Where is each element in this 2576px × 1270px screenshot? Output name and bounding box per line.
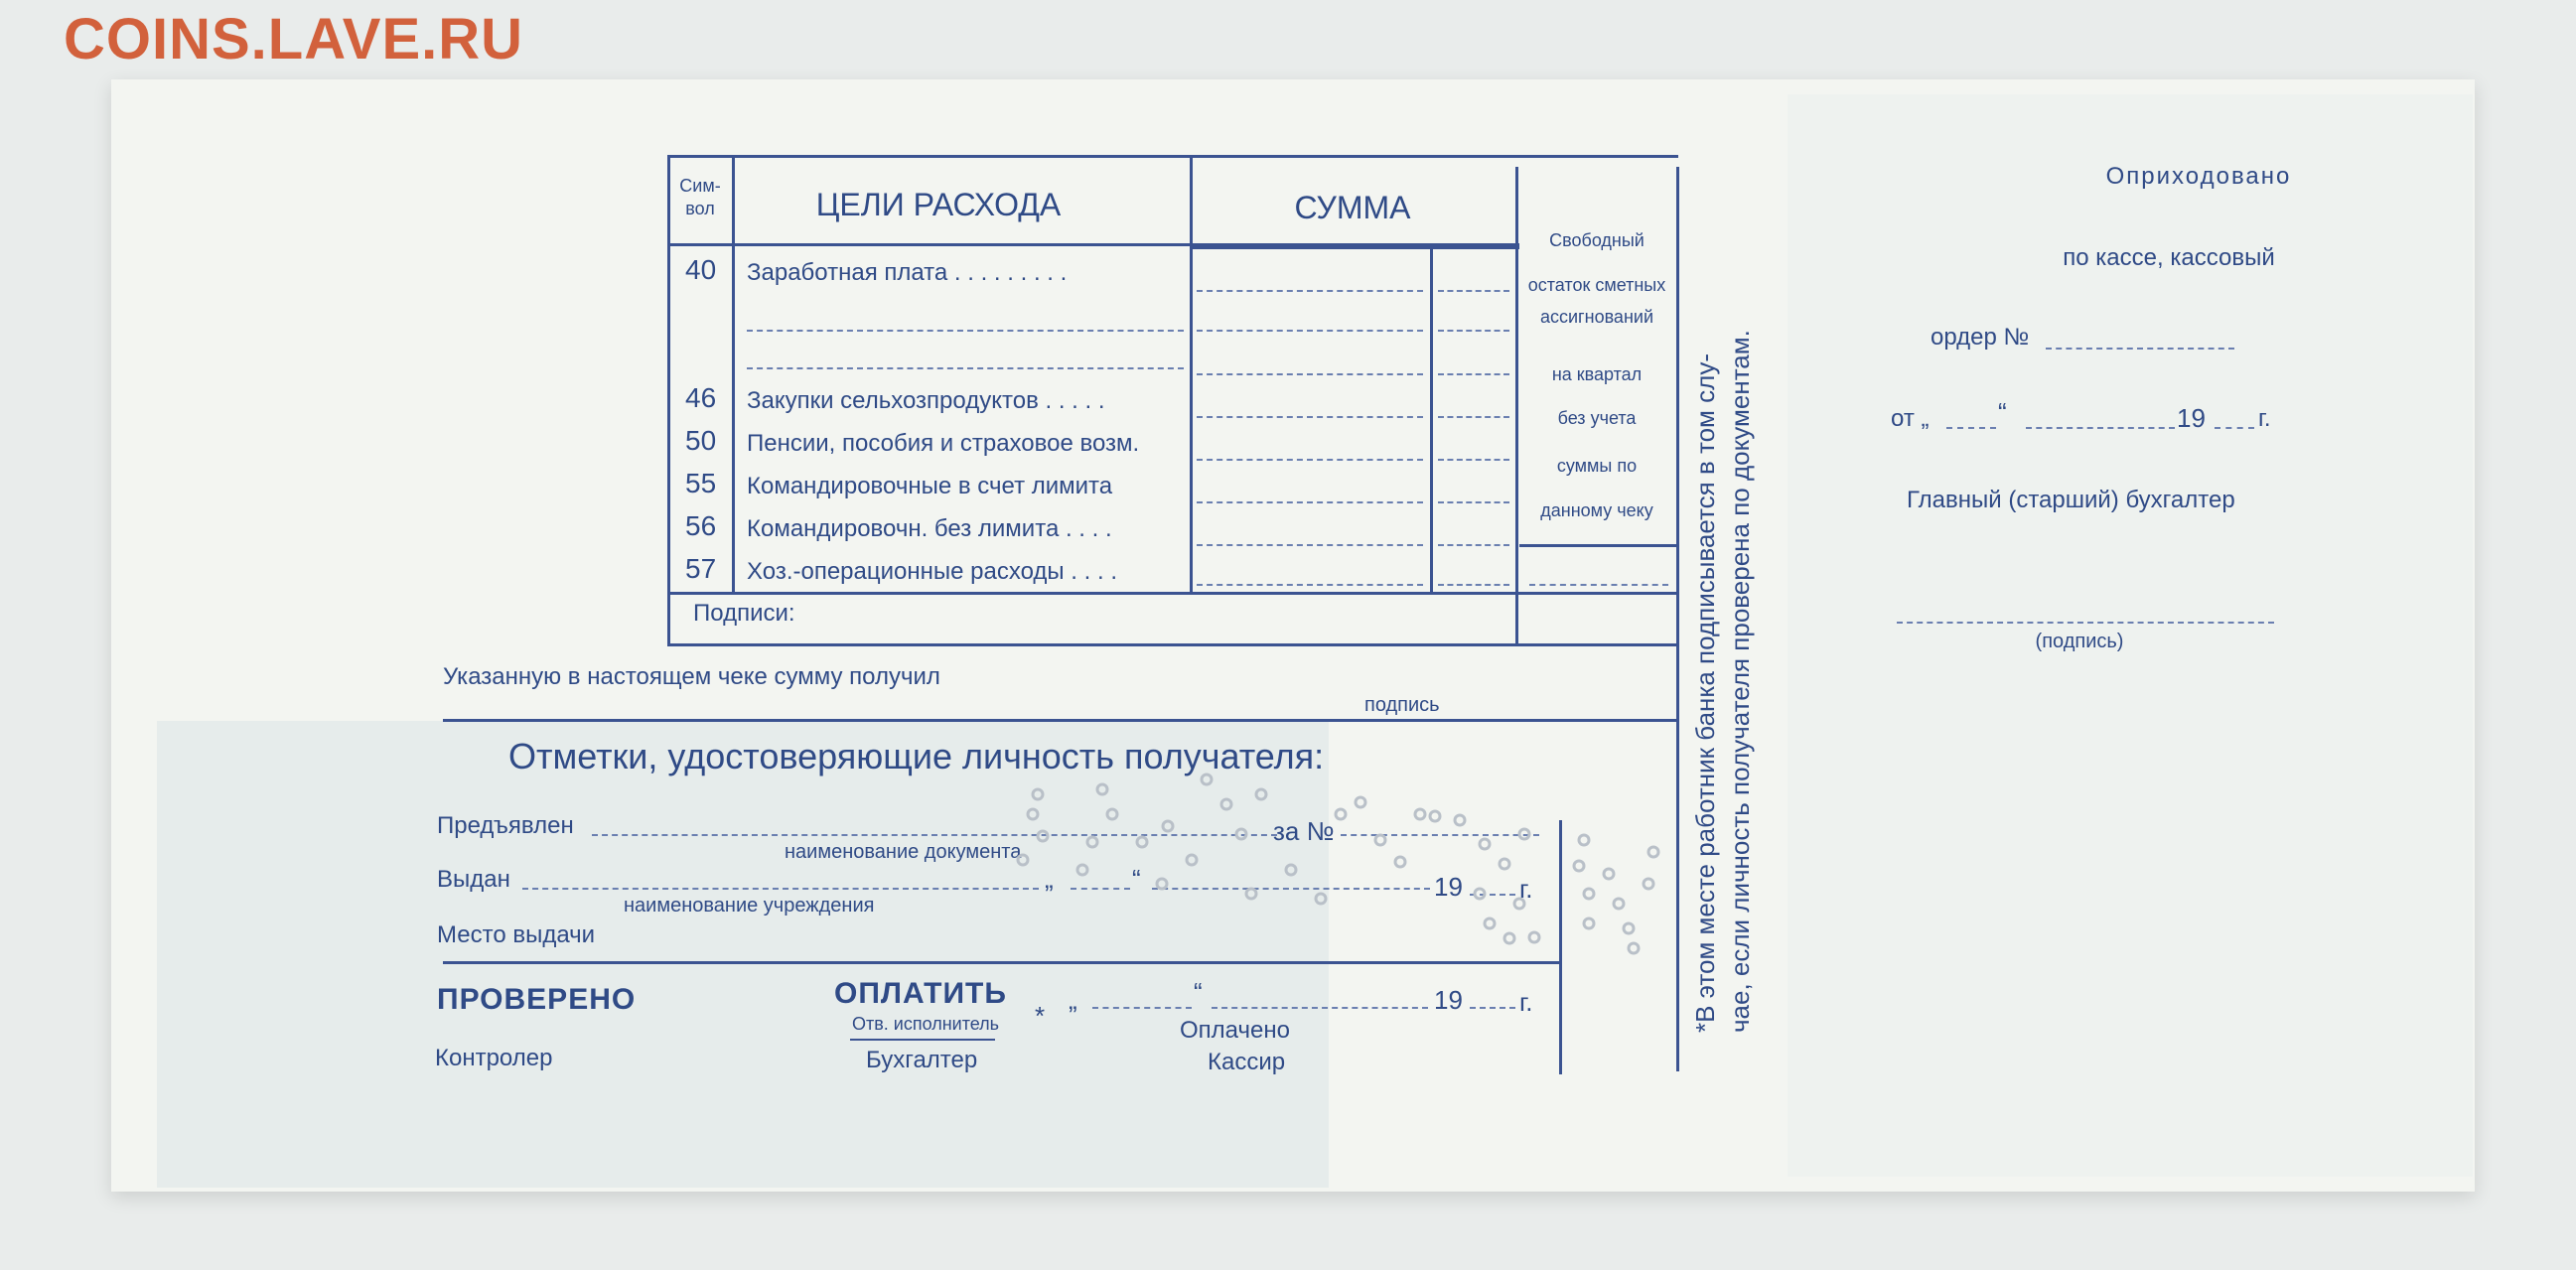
note-line-2: чае, если личность получателя проверена по документам. — [1725, 330, 1756, 1033]
row-code: 56 — [685, 510, 717, 541]
footer-close-quote: “ — [1194, 977, 1203, 1007]
received-text: Указанную в настоящем чеке сумму получил — [443, 663, 940, 690]
row-code: 57 — [685, 553, 717, 584]
paid-label: Оплачено — [1180, 1017, 1290, 1044]
col-sum-header: СУММА — [1294, 190, 1411, 225]
row-label: Командировочные в счет лимита — [747, 473, 1113, 499]
pay-label: ОПЛАТИТЬ — [834, 977, 1007, 1010]
identity-band — [157, 721, 1329, 1188]
stub-cash-desk: по кассе, кассовый — [2063, 244, 2275, 271]
issued-date-close-quote: “ — [1132, 864, 1141, 894]
row-label: Пенсии, пособия и страховое возм. — [747, 430, 1140, 457]
stub-signature-caption: (подпись) — [2035, 631, 2124, 652]
bank-signature-note — [1688, 330, 1758, 1033]
responsible-label: Отв. исполнитель — [852, 1014, 1000, 1034]
identity-heading: Отметки, удостоверяющие личность получателя: — [508, 736, 1325, 776]
row-label: Заработная плата . . . . . . . . . — [747, 259, 1068, 286]
stub-date-from: от „ — [1891, 405, 1930, 432]
cashier-label: Кассир — [1208, 1049, 1286, 1075]
presented-label: Предъявлен — [437, 812, 574, 839]
row-code: 50 — [685, 425, 717, 456]
footer-year-suffix: г. — [1519, 987, 1533, 1017]
col-symbol-header: Сим-вол — [679, 176, 721, 219]
institution-caption: наименование учреждения — [624, 895, 875, 917]
site-watermark: COINS.LAVE.RU — [64, 7, 524, 71]
col-purpose-header: ЦЕЛИ РАСХОДА — [815, 187, 1062, 222]
issued-date-open-quote: „ — [1045, 864, 1054, 894]
stub-year: 19 — [2177, 403, 2206, 433]
signature-caption: подпись — [1364, 694, 1440, 716]
controller-label: Контролер — [435, 1045, 553, 1071]
document-caption: наименование документа — [785, 841, 1022, 863]
footer-asterisk: * — [1035, 1001, 1046, 1031]
row-code: 55 — [685, 468, 717, 498]
issued-label: Выдан — [437, 866, 510, 893]
issued-year-suffix: г. — [1519, 874, 1533, 904]
row-label: Закупки сельхозпродуктов . . . . . — [747, 387, 1105, 414]
row-code: 46 — [685, 382, 717, 413]
checked-label: ПРОВЕРЕНО — [437, 983, 637, 1016]
row-label: Хоз.-операционные расходы . . . . — [747, 558, 1117, 585]
stub-year-suffix: г. — [2258, 405, 2271, 432]
signatures-label: Подписи: — [693, 600, 795, 627]
place-of-issue-label: Место выдачи — [437, 921, 596, 948]
issued-year: 19 — [1434, 872, 1463, 902]
stub-order-number: ордер № — [1931, 324, 2030, 351]
row-code: 40 — [685, 254, 717, 285]
accountant-label: Бухгалтер — [866, 1047, 978, 1073]
stub-date-quote: “ — [1998, 397, 2007, 427]
stub-chief-accountant: Главный (старший) бухгалтер — [1907, 487, 2235, 513]
row-label: Командировочн. без лимита . . . . — [747, 515, 1112, 542]
stub-posted: Оприходовано — [2105, 163, 2292, 190]
note-line-1: *В этом месте работник банка подписывается в том слу- — [1690, 353, 1720, 1033]
footer-year: 19 — [1434, 985, 1463, 1015]
footer-open-quote: „ — [1069, 985, 1077, 1015]
for-number-label: за № — [1273, 816, 1335, 846]
